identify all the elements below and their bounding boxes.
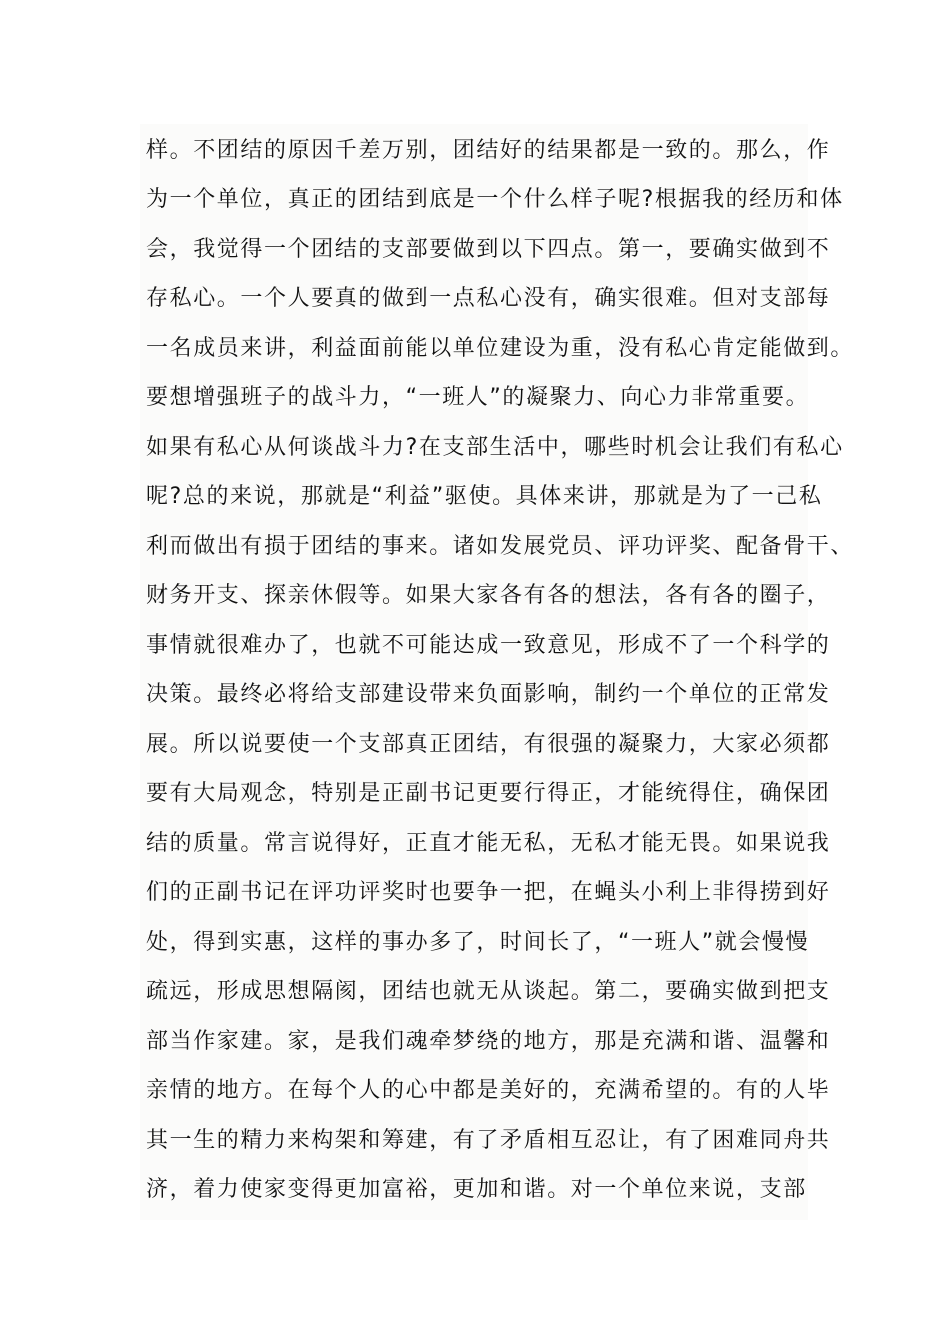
text-line-20: 亲情的地方。在每个人的心中都是美好的，充满希望的。有的人毕 <box>146 1078 831 1103</box>
text-line-19: 部当作家建。家，是我们魂牵梦绕的地方，那是充满和谐、温馨和 <box>146 1029 831 1054</box>
text-line-2: 为一个单位，真正的团结到底是一个什么样子呢?根据我的经历和体 <box>146 187 844 212</box>
text-line-15: 结的质量。常言说得好，正直才能无私，无私才能无畏。如果说我 <box>146 831 831 856</box>
text-line-5: 一名成员来讲，利益面前能以单位建设为重，没有私心肯定能做到。 <box>146 336 855 361</box>
text-line-4: 存私心。一个人要真的做到一点私心没有，确实很难。但对支部每 <box>146 286 831 311</box>
text-line-7: 如果有私心从何谈战斗力?在支部生活中，哪些时机会让我们有私心 <box>146 435 844 460</box>
text-line-3: 会，我觉得一个团结的支部要做到以下四点。第一，要确实做到不 <box>146 237 831 262</box>
text-line-18: 疏远，形成思想隔阂，团结也就无从谈起。第二，要确实做到把支 <box>146 979 831 1004</box>
text-line-1: 样。不团结的原因千差万别，团结好的结果都是一致的。那么，作 <box>146 138 831 163</box>
text-line-13: 展。所以说要使一个支部真正团结，有很强的凝聚力，大家必须都 <box>146 732 831 757</box>
text-line-8: 呢?总的来说，那就是“利益”驱使。具体来讲，那就是为了一己私 <box>146 484 823 509</box>
text-line-17: 处，得到实惠，这样的事办多了，时间长了，“一班人”就会慢慢 <box>146 930 810 955</box>
text-line-16: 们的正副书记在评功评奖时也要争一把，在蝇头小利上非得捞到好 <box>146 880 831 905</box>
text-line-9: 利而做出有损于团结的事来。诸如发展党员、评功评奖、配备骨干、 <box>146 534 855 559</box>
text-line-21: 其一生的精力来构架和筹建，有了矛盾相互忍让，有了困难同舟共 <box>146 1128 831 1153</box>
text-line-10: 财务开支、探亲休假等。如果大家各有各的想法，各有各的圈子， <box>146 583 831 608</box>
text-line-12: 决策。最终必将给支部建设带来负面影响，制约一个单位的正常发 <box>146 682 831 707</box>
body-text <box>140 124 855 1220</box>
text-line-14: 要有大局观念，特别是正副书记更要行得正，才能统得住，确保团 <box>146 781 831 806</box>
text-line-22: 济，着力使家变得更加富裕，更加和谐。对一个单位来说，支部 <box>146 1177 807 1202</box>
text-line-6: 要想增强班子的战斗力，“一班人”的凝聚力、向心力非常重要。 <box>146 385 810 410</box>
text-line-11: 事情就很难办了，也就不可能达成一致意见，形成不了一个科学的 <box>146 633 831 658</box>
